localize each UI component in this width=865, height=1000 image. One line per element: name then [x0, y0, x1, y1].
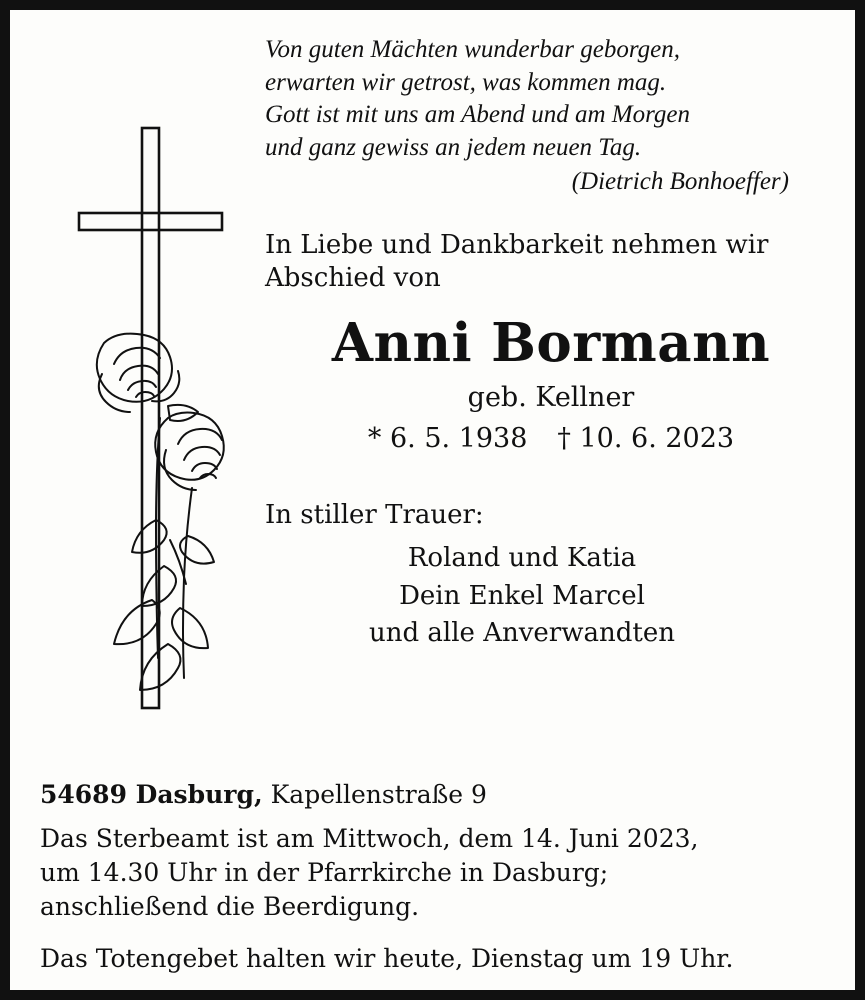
service-details	[40, 822, 835, 924]
address-line	[40, 778, 835, 812]
birth-date: * 6. 5. 1938	[367, 423, 528, 455]
deceased-name: Anni Bormann	[331, 312, 771, 375]
intro-line-2: Abschied von	[265, 263, 441, 294]
service-line-3: anschließend die Beerdigung.	[40, 892, 420, 921]
address-city: 54689 Dasburg,	[40, 780, 263, 809]
deceased-maiden-name: geb. Kellner	[467, 382, 635, 414]
rose-icon	[155, 413, 224, 490]
prayer-note: Das Totengebet halten wir heute, Dienstag um 19 Uhr.	[40, 944, 734, 973]
verse-line-4: und ganz gewiss an jedem neuen Tag.	[265, 133, 642, 161]
address-street: Kapellenstraße 9	[270, 780, 487, 809]
rose-icon	[97, 334, 198, 421]
verse-line-3: Gott ist mit uns am Abend und am Morgen	[265, 101, 690, 128]
leaf-icon	[114, 520, 214, 690]
service-line-1: Das Sterbeamt ist am Mittwoch, dem 14. Juni 2023,	[40, 824, 699, 853]
mourner-line-1: Roland und Katia	[407, 543, 637, 574]
verse-block	[265, 34, 837, 199]
service-line-2: um 14.30 Uhr in der Pfarrkirche in Dasburg;	[40, 858, 609, 887]
verse-line-2: erwarten wir getrost, was kommen mag.	[265, 68, 667, 96]
verse-line-1: Von guten Mächten wunderbar geborgen,	[265, 36, 680, 63]
intro-line-1: In Liebe und Dankbarkeit nehmen wir	[265, 229, 769, 260]
footer-details	[40, 778, 835, 976]
cross-with-roses-emblem	[52, 88, 252, 728]
deceased-dates	[265, 423, 837, 454]
intro-text	[265, 229, 837, 297]
mourner-line-3: und alle Anverwandten	[369, 617, 675, 648]
verse-attribution: (Dietrich Bonhoeffer)	[571, 168, 789, 195]
mourning-heading: In stiller Trauer:	[265, 500, 484, 531]
mourners-list	[265, 540, 837, 652]
obituary-text-column	[265, 34, 837, 652]
cross-icon	[79, 128, 222, 708]
obituary-inner	[10, 10, 855, 990]
death-date: † 10. 6. 2023	[557, 423, 735, 455]
mourner-line-2: Dein Enkel Marcel	[399, 580, 645, 611]
